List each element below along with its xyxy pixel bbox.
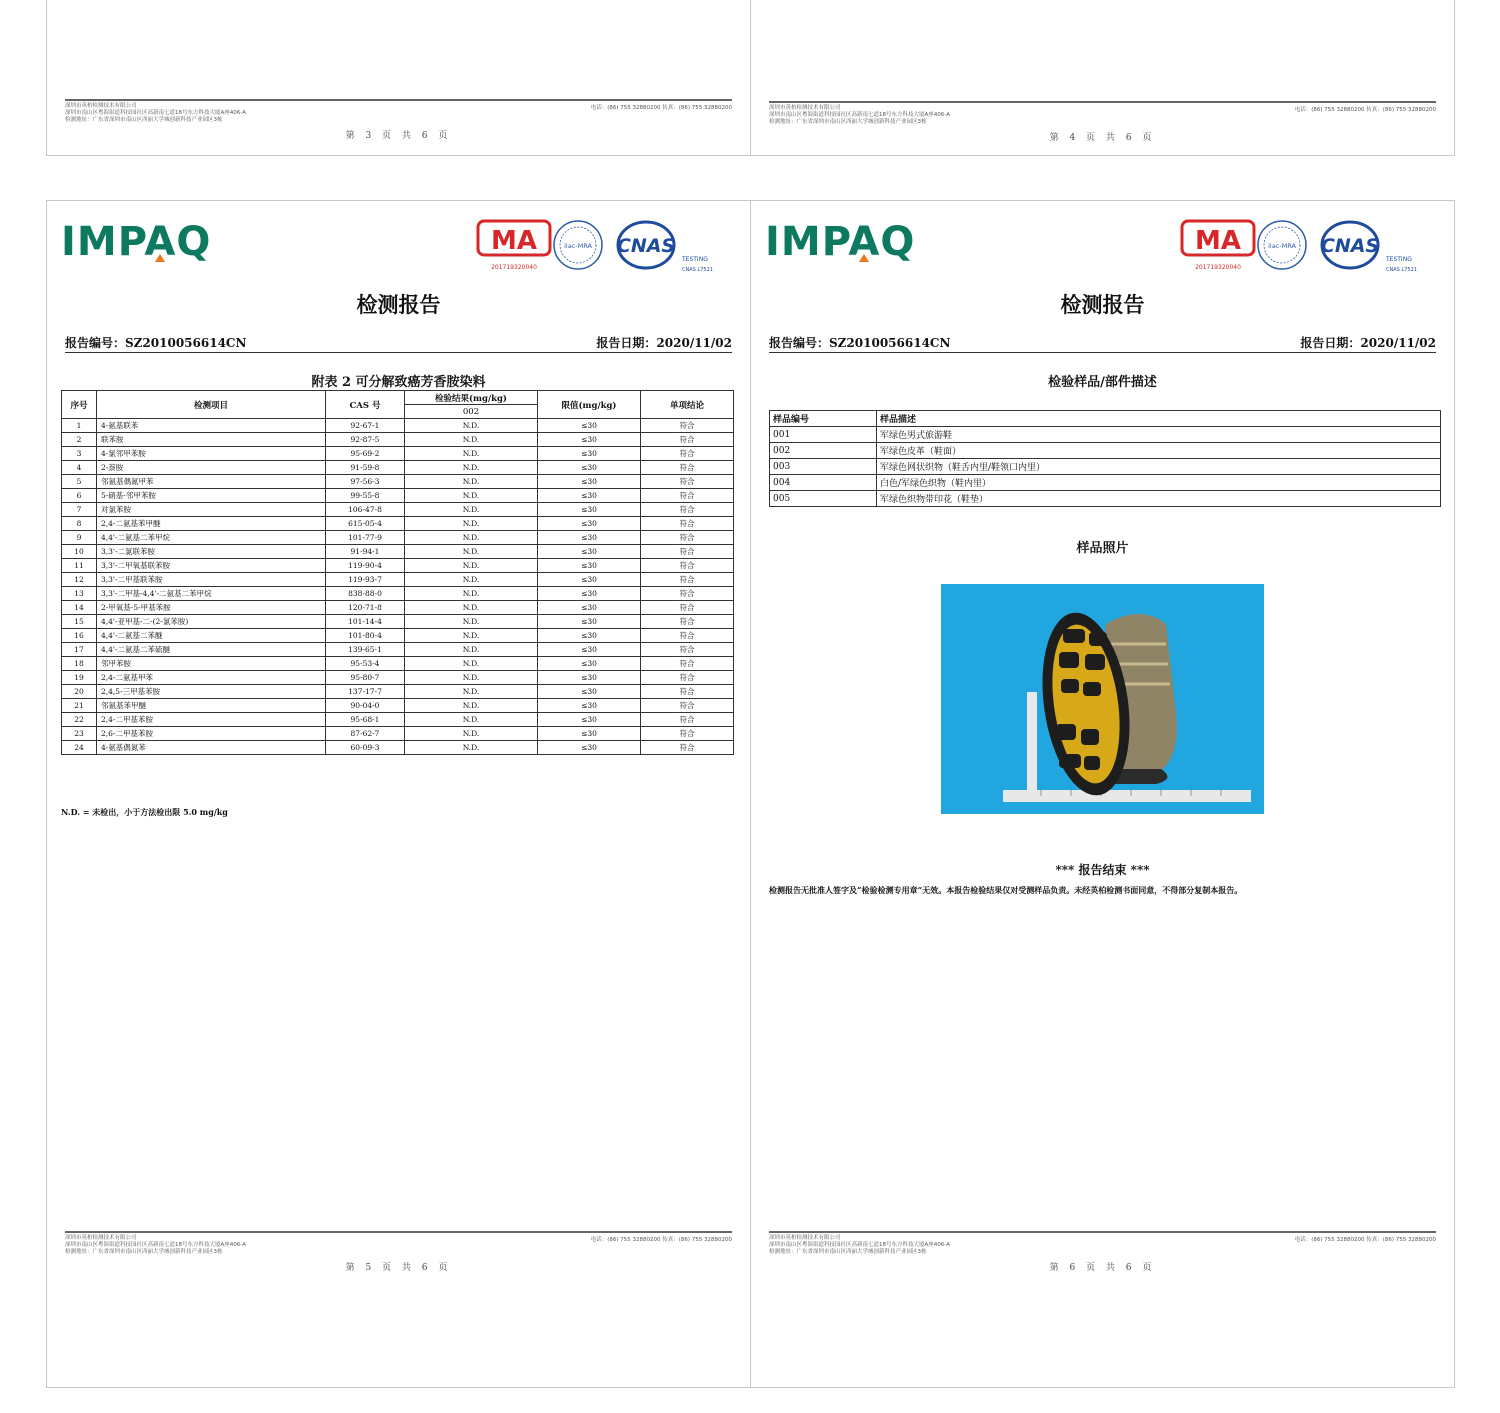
table-row — [62, 531, 734, 545]
sample-photo — [941, 584, 1264, 814]
cell-item: 4,4'-二氨基二苯醚 — [97, 629, 326, 643]
footer-lab: 检测地址：广东省深圳市南山区西丽大学城创新科技产业园区3栋 — [769, 1249, 927, 1255]
cell-sample-id: 004 — [770, 475, 877, 491]
cell-conclusion: 符合 — [641, 517, 734, 531]
cell-no: 6 — [62, 489, 97, 503]
page-number: 第 3 页 共 6 页 — [345, 131, 452, 141]
cell-item: 3,3'-二甲基联苯胺 — [97, 573, 326, 587]
report-page-5 — [46, 200, 751, 1388]
table-row — [62, 713, 734, 727]
report-page-4 — [750, 0, 1455, 156]
cell-item: 邻甲苯胺 — [97, 657, 326, 671]
report-page-3 — [46, 0, 751, 156]
cma-code: 201719320040 — [1195, 264, 1241, 271]
cell-conclusion: 符合 — [641, 447, 734, 461]
cell-no: 19 — [62, 671, 97, 685]
cell-no: 21 — [62, 699, 97, 713]
cell-conclusion: 符合 — [641, 433, 734, 447]
cell-cas: 119-93-7 — [326, 573, 405, 587]
cell-conclusion: 符合 — [641, 573, 734, 587]
cell-result: N.D. — [405, 531, 538, 545]
cell-conclusion: 符合 — [641, 559, 734, 573]
col-sample: 002 — [405, 405, 538, 419]
cell-conclusion: 符合 — [641, 685, 734, 699]
cell-cas: 101-80-4 — [326, 629, 405, 643]
cell-sample-id: 005 — [770, 491, 877, 507]
cell-item: 3,3'-二氯联苯胺 — [97, 545, 326, 559]
cell-sample-desc: 军绿色皮革（鞋面） — [877, 443, 1441, 459]
table-row — [62, 601, 734, 615]
table-row — [62, 517, 734, 531]
cell-limit: ≤30 — [538, 461, 641, 475]
cell-limit: ≤30 — [538, 447, 641, 461]
cell-item: 3,3'-二甲基-4,4'-二氨基二苯甲烷 — [97, 587, 326, 601]
cell-result: N.D. — [405, 461, 538, 475]
table-row — [770, 459, 1441, 475]
table-row — [62, 587, 734, 601]
footer-address: 深圳市南山区粤海街道科技园社区高新南七道18号东方科技大厦A座406-A — [769, 1242, 951, 1248]
cell-item: 对氯苯胺 — [97, 503, 326, 517]
table-row — [62, 545, 734, 559]
cell-item: 2,4-二甲基苯胺 — [97, 713, 326, 727]
table-row — [770, 491, 1441, 507]
cell-cas: 87-62-7 — [326, 727, 405, 741]
cell-result: N.D. — [405, 489, 538, 503]
cell-sample-id: 002 — [770, 443, 877, 459]
cell-no: 3 — [62, 447, 97, 461]
cell-cas: 615-05-4 — [326, 517, 405, 531]
table-row — [62, 433, 734, 447]
cell-item: 邻氨基苯甲醚 — [97, 699, 326, 713]
cell-limit: ≤30 — [538, 629, 641, 643]
cell-result: N.D. — [405, 727, 538, 741]
cell-no: 18 — [62, 657, 97, 671]
table-row — [62, 629, 734, 643]
cell-no: 24 — [62, 741, 97, 755]
cell-item: 4-氯邻甲苯胺 — [97, 447, 326, 461]
cell-item: 邻氨基偶氮甲苯 — [97, 475, 326, 489]
cell-cas: 60-09-3 — [326, 741, 405, 755]
cell-item: 5-硝基-邻甲苯胺 — [97, 489, 326, 503]
footer-company: 深圳市英柏检测技术有限公司 — [65, 1235, 137, 1241]
cell-result: N.D. — [405, 615, 538, 629]
footer-address: 深圳市南山区粤海街道科技园社区高新南七道18号东方科技大厦A座406-A — [65, 110, 247, 116]
col-sample-desc: 样品描述 — [877, 411, 1441, 427]
cell-no: 16 — [62, 629, 97, 643]
cell-limit: ≤30 — [538, 517, 641, 531]
cell-item: 2,4,5-三甲基苯胺 — [97, 685, 326, 699]
cell-conclusion: 符合 — [641, 419, 734, 433]
cell-no: 4 — [62, 461, 97, 475]
cell-sample-id: 001 — [770, 427, 877, 443]
cell-conclusion: 符合 — [641, 475, 734, 489]
report-title: 检测报告 — [1060, 292, 1145, 317]
cell-sample-desc: 军绿色织物带印花（鞋垫） — [877, 491, 1441, 507]
cell-conclusion: 符合 — [641, 629, 734, 643]
cell-cas: 95-68-1 — [326, 713, 405, 727]
footer-tel: 电话：(86) 755 32880200 传真：(86) 755 32880200 — [1294, 107, 1436, 113]
impaq-logo: IMPAQ — [765, 219, 916, 265]
cell-cas: 101-14-4 — [326, 615, 405, 629]
report-date: 报告日期：2020/11/02 — [1300, 336, 1436, 350]
col-no: 序号 — [62, 391, 97, 419]
ilac-text: ilac-MRA — [1268, 242, 1296, 250]
cell-no: 17 — [62, 643, 97, 657]
testing-text: TESTING — [682, 256, 708, 263]
cell-result: N.D. — [405, 643, 538, 657]
cell-item: 2,4-二氨基苯甲醚 — [97, 517, 326, 531]
table-row — [62, 727, 734, 741]
cell-item: 2-甲氧基-5-甲基苯胺 — [97, 601, 326, 615]
cell-limit: ≤30 — [538, 419, 641, 433]
cell-no: 20 — [62, 685, 97, 699]
cell-limit: ≤30 — [538, 671, 641, 685]
cell-item: 4,4'-二氨基二苯硫醚 — [97, 643, 326, 657]
cell-result: N.D. — [405, 671, 538, 685]
cell-no: 15 — [62, 615, 97, 629]
cell-no: 5 — [62, 475, 97, 489]
table-row — [62, 475, 734, 489]
photo-title: 样品照片 — [1076, 541, 1129, 556]
report-end-mark: *** 报告结束 *** — [1055, 863, 1150, 877]
cell-item: 4-氨基联苯 — [97, 419, 326, 433]
cell-item: 2,6-二甲基苯胺 — [97, 727, 326, 741]
certification-logos — [1180, 219, 1436, 277]
col-item: 检测项目 — [97, 391, 326, 419]
cell-limit: ≤30 — [538, 475, 641, 489]
footer-company: 深圳市英柏检测技术有限公司 — [769, 1235, 841, 1241]
cell-cas: 99-55-8 — [326, 489, 405, 503]
cma-text: MA — [1195, 226, 1241, 256]
cnas-text: CNAS — [616, 235, 676, 257]
page-footer — [65, 99, 732, 141]
cell-cas: 106-47-8 — [326, 503, 405, 517]
ilac-text: ilac-MRA — [564, 242, 592, 250]
cell-cas: 95-69-2 — [326, 447, 405, 461]
footer-company: 深圳市英柏检测技术有限公司 — [65, 103, 137, 109]
table-row — [62, 447, 734, 461]
cell-no: 7 — [62, 503, 97, 517]
cell-conclusion: 符合 — [641, 531, 734, 545]
table-row — [62, 685, 734, 699]
cell-result: N.D. — [405, 629, 538, 643]
cell-no: 13 — [62, 587, 97, 601]
table-row — [62, 489, 734, 503]
cell-sample-desc: 军绿色男式旅游鞋 — [877, 427, 1441, 443]
footer-tel: 电话：(86) 755 32880200 传真：(86) 755 32880200 — [590, 1237, 732, 1243]
cell-limit: ≤30 — [538, 727, 641, 741]
cnas-code: CNAS L7521 — [682, 267, 713, 273]
cell-cas: 120-71-8 — [326, 601, 405, 615]
cell-result: N.D. — [405, 573, 538, 587]
cell-no: 2 — [62, 433, 97, 447]
cell-item: 3,3'-二甲氧基联苯胺 — [97, 559, 326, 573]
samples-table — [769, 410, 1441, 507]
report-title: 检测报告 — [356, 292, 441, 317]
cell-conclusion: 符合 — [641, 601, 734, 615]
table-row — [770, 427, 1441, 443]
cell-conclusion: 符合 — [641, 643, 734, 657]
table-row — [62, 503, 734, 517]
cell-result: N.D. — [405, 587, 538, 601]
cell-conclusion: 符合 — [641, 587, 734, 601]
cell-result: N.D. — [405, 433, 538, 447]
cell-limit: ≤30 — [538, 741, 641, 755]
table-row — [62, 741, 734, 755]
shoe-photo-illustration — [941, 584, 1264, 814]
report-meta — [769, 334, 1436, 353]
cell-result: N.D. — [405, 545, 538, 559]
report-page-6 — [750, 200, 1455, 1388]
cell-limit: ≤30 — [538, 433, 641, 447]
cell-item: 2,4-二氨基甲苯 — [97, 671, 326, 685]
testing-text: TESTING — [1386, 256, 1412, 263]
cell-result: N.D. — [405, 559, 538, 573]
cell-cas: 139-65-1 — [326, 643, 405, 657]
report-number: 报告编号：SZ2010056614CN — [65, 336, 247, 350]
cell-cas: 95-53-4 — [326, 657, 405, 671]
cell-limit: ≤30 — [538, 615, 641, 629]
azo-dye-table — [61, 390, 734, 755]
certification-logos — [476, 219, 732, 277]
cell-limit: ≤30 — [538, 489, 641, 503]
cell-no: 23 — [62, 727, 97, 741]
page-number: 第 4 页 共 6 页 — [1049, 133, 1156, 143]
footer-lab: 检测地址：广东省深圳市南山区西丽大学城创新科技产业园区3栋 — [769, 119, 927, 125]
cell-cas: 97-56-3 — [326, 475, 405, 489]
cell-item: 4,4'-亚甲基-二-(2-氯苯胺) — [97, 615, 326, 629]
col-cas: CAS 号 — [326, 391, 405, 419]
cell-conclusion: 符合 — [641, 671, 734, 685]
cell-no: 11 — [62, 559, 97, 573]
col-sample-id: 样品编号 — [770, 411, 877, 427]
report-number: 报告编号：SZ2010056614CN — [769, 336, 951, 350]
table-row — [62, 461, 734, 475]
footer-tel: 电话：(86) 755 32880200 传真：(86) 755 32880200 — [590, 105, 732, 111]
cell-conclusion: 符合 — [641, 741, 734, 755]
cell-limit: ≤30 — [538, 531, 641, 545]
cell-cas: 90-04-0 — [326, 699, 405, 713]
cell-limit: ≤30 — [538, 601, 641, 615]
report-meta — [65, 334, 732, 353]
footer-address: 深圳市南山区粤海街道科技园社区高新南七道18号东方科技大厦A座406-A — [65, 1242, 247, 1248]
table-row — [62, 671, 734, 685]
cell-sample-desc: 白色/军绿色织物（鞋内里） — [877, 475, 1441, 491]
cell-result: N.D. — [405, 503, 538, 517]
cell-result: N.D. — [405, 419, 538, 433]
cell-result: N.D. — [405, 447, 538, 461]
cell-cas: 91-94-1 — [326, 545, 405, 559]
cell-conclusion: 符合 — [641, 489, 734, 503]
footer-address: 深圳市南山区粤海街道科技园社区高新南七道18号东方科技大厦A座406-A — [769, 112, 951, 118]
cell-conclusion: 符合 — [641, 713, 734, 727]
cell-no: 22 — [62, 713, 97, 727]
cell-result: N.D. — [405, 601, 538, 615]
report-disclaimer: 检测报告无批准人签字及“检验检测专用章”无效。本报告检验结果仅对受测样品负责。未经英柏检测书面同意，不得部分复制本报告。 — [769, 885, 1243, 895]
table-row — [62, 419, 734, 433]
cell-conclusion: 符合 — [641, 657, 734, 671]
cell-conclusion: 符合 — [641, 461, 734, 475]
cell-limit: ≤30 — [538, 699, 641, 713]
cell-conclusion: 符合 — [641, 699, 734, 713]
footer-company: 深圳市英柏检测技术有限公司 — [769, 105, 841, 111]
footer-lab: 检测地址：广东省深圳市南山区西丽大学城创新科技产业园区3栋 — [65, 1249, 223, 1255]
col-conclusion: 单项结论 — [641, 391, 734, 419]
cell-cas: 92-67-1 — [326, 419, 405, 433]
footer-lab: 检测地址：广东省深圳市南山区西丽大学城创新科技产业园区3栋 — [65, 117, 223, 123]
cell-no: 14 — [62, 601, 97, 615]
col-limit: 限值(mg/kg) — [538, 391, 641, 419]
page-number: 第 6 页 共 6 页 — [1049, 1263, 1156, 1273]
cma-text: MA — [491, 226, 537, 256]
cell-conclusion: 符合 — [641, 545, 734, 559]
cell-cas: 137-17-7 — [326, 685, 405, 699]
cell-limit: ≤30 — [538, 559, 641, 573]
cell-no: 1 — [62, 419, 97, 433]
cell-no: 9 — [62, 531, 97, 545]
table-row — [62, 699, 734, 713]
cell-conclusion: 符合 — [641, 727, 734, 741]
cell-item: 4,4'-二氨基二苯甲烷 — [97, 531, 326, 545]
cell-cas: 119-90-4 — [326, 559, 405, 573]
table-title: 附表 2 可分解致癌芳香胺染料 — [311, 375, 486, 390]
table-row — [62, 559, 734, 573]
cell-cas: 91-59-8 — [326, 461, 405, 475]
cnas-text: CNAS — [1320, 235, 1380, 257]
footer-tel: 电话：(86) 755 32880200 传真：(86) 755 32880200 — [1294, 1237, 1436, 1243]
cell-limit: ≤30 — [538, 503, 641, 517]
cell-result: N.D. — [405, 657, 538, 671]
cell-item: 2-萘胺 — [97, 461, 326, 475]
page-footer — [769, 101, 1436, 143]
cell-conclusion: 符合 — [641, 503, 734, 517]
cell-result: N.D. — [405, 713, 538, 727]
cell-limit: ≤30 — [538, 545, 641, 559]
cell-item: 4-氨基偶氮苯 — [97, 741, 326, 755]
table-row — [770, 443, 1441, 459]
cell-limit: ≤30 — [538, 685, 641, 699]
cell-result: N.D. — [405, 741, 538, 755]
table-row — [770, 475, 1441, 491]
report-date: 报告日期：2020/11/02 — [596, 336, 732, 350]
cell-no: 12 — [62, 573, 97, 587]
table-row — [62, 643, 734, 657]
cell-cas: 95-80-7 — [326, 671, 405, 685]
page-footer — [65, 1231, 732, 1273]
col-result: 检验结果(mg/kg) — [405, 391, 538, 405]
table-row — [62, 615, 734, 629]
cell-no: 8 — [62, 517, 97, 531]
nd-note: N.D. = 未检出，小于方法检出限 5.0 mg/kg — [61, 807, 228, 817]
cell-limit: ≤30 — [538, 587, 641, 601]
cell-limit: ≤30 — [538, 573, 641, 587]
cell-cas: 92-87-5 — [326, 433, 405, 447]
cell-cas: 838-88-0 — [326, 587, 405, 601]
cell-limit: ≤30 — [538, 713, 641, 727]
cell-result: N.D. — [405, 699, 538, 713]
cma-code: 201719320040 — [491, 264, 537, 271]
cell-cas: 101-77-9 — [326, 531, 405, 545]
cell-sample-desc: 军绿色网状织物（鞋舌内里/鞋领口内里） — [877, 459, 1441, 475]
cell-result: N.D. — [405, 517, 538, 531]
page-footer — [769, 1231, 1436, 1273]
cell-limit: ≤30 — [538, 643, 641, 657]
page-number: 第 5 页 共 6 页 — [345, 1263, 452, 1273]
impaq-logo: IMPAQ — [61, 219, 212, 265]
cell-result: N.D. — [405, 685, 538, 699]
table-row — [62, 657, 734, 671]
cell-conclusion: 符合 — [641, 615, 734, 629]
samples-title: 检验样品/部件描述 — [1048, 375, 1157, 390]
cell-item: 联苯胺 — [97, 433, 326, 447]
cell-result: N.D. — [405, 475, 538, 489]
cnas-code: CNAS L7521 — [1386, 267, 1417, 273]
cell-sample-id: 003 — [770, 459, 877, 475]
cell-limit: ≤30 — [538, 657, 641, 671]
cell-no: 10 — [62, 545, 97, 559]
table-row — [62, 573, 734, 587]
